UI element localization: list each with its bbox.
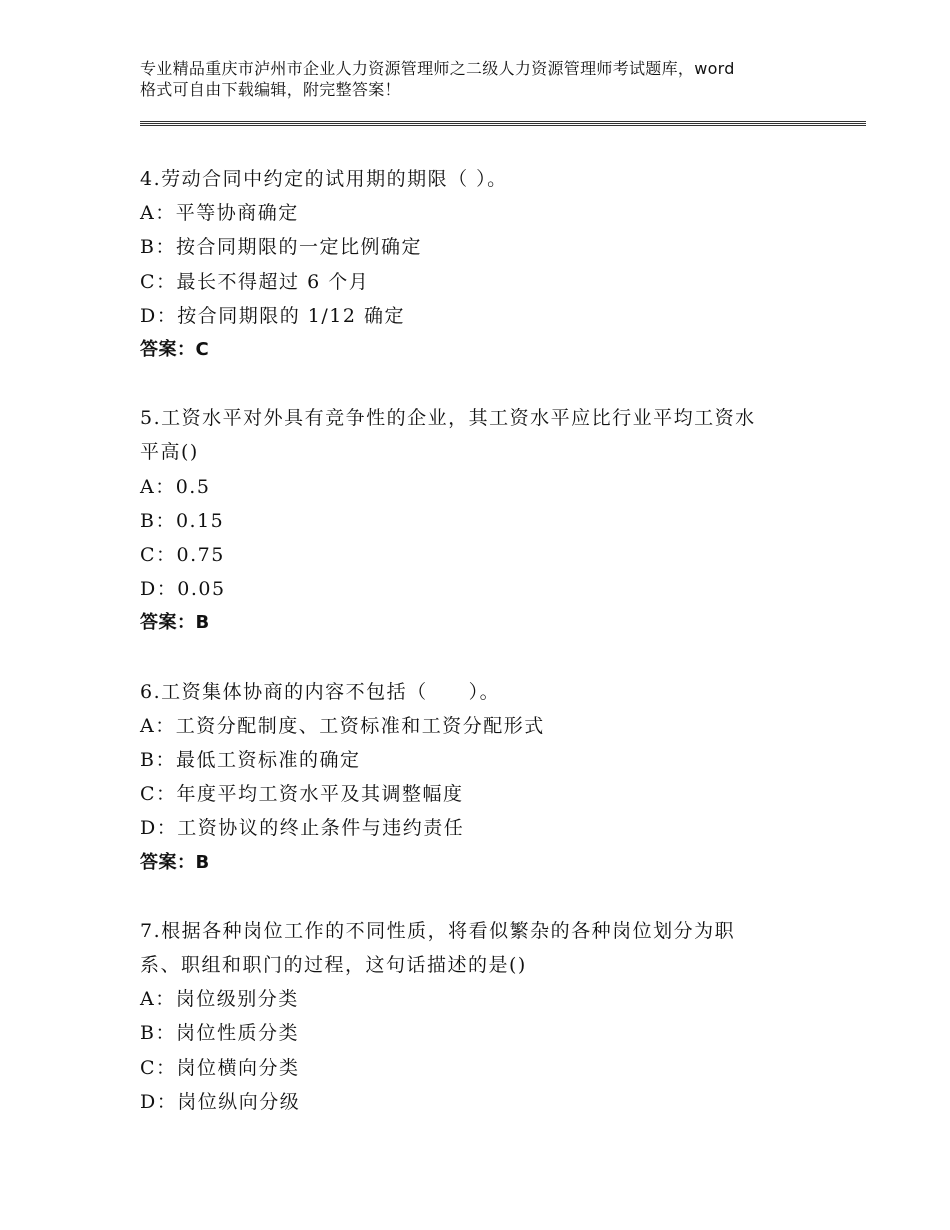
answer-line: 答案：B — [140, 612, 210, 634]
question-title-line: 6.工资集体协商的内容不包括（ ）。 — [140, 680, 501, 703]
document-header — [140, 58, 840, 100]
option-d: D：工资协议的终止条件与违约责任 — [140, 817, 465, 840]
header-line-2: 格式可自由下载编辑，附完整答案！ — [140, 80, 401, 99]
option-a: A：0.5 — [140, 475, 211, 498]
option-a: A：岗位级别分类 — [140, 988, 299, 1011]
question-7 — [140, 914, 820, 1119]
option-c: C：年度平均工资水平及其调整幅度 — [140, 783, 464, 806]
option-b: B：按合同期限的一定比例确定 — [140, 236, 422, 259]
option-d: D：0.05 — [140, 578, 226, 601]
question-title-line: 7.根据各种岗位工作的不同性质，将看似繁杂的各种岗位划分为职 — [140, 919, 736, 942]
option-a: A：平等协商确定 — [140, 202, 299, 225]
option-d: D：岗位纵向分级 — [140, 1090, 301, 1113]
option-b: B：0.15 — [140, 509, 225, 532]
header-rule-middle-line — [140, 123, 866, 124]
option-b: B：最低工资标准的确定 — [140, 749, 361, 772]
question-6 — [140, 675, 820, 880]
header-line-1: 专业精品重庆市泸州市企业人力资源管理师之二级人力资源管理师考试题库，word — [140, 59, 735, 78]
answer-line: 答案：B — [140, 851, 210, 873]
question-list — [140, 162, 820, 1153]
option-c: C：岗位横向分类 — [140, 1056, 300, 1079]
question-title-line: 平高() — [140, 441, 199, 464]
question-4 — [140, 162, 820, 367]
option-c: C：0.75 — [140, 544, 225, 567]
answer-line: 答案：C — [140, 339, 210, 361]
option-c: C：最长不得超过 6 个月 — [140, 270, 370, 293]
question-title-line: 4.劳动合同中约定的试用期的期限（ ）。 — [140, 168, 508, 190]
question-title-line: 5.工资水平对外具有竞争性的企业，其工资水平应比行业平均工资水 — [140, 407, 756, 430]
option-b: B：岗位性质分类 — [140, 1022, 299, 1045]
question-5 — [140, 401, 820, 640]
option-d: D：按合同期限的 1/12 确定 — [140, 304, 405, 327]
option-a: A：工资分配制度、工资标准和工资分配形式 — [140, 714, 545, 737]
question-title-line: 系、职组和职门的过程，这句话描述的是() — [140, 954, 527, 977]
